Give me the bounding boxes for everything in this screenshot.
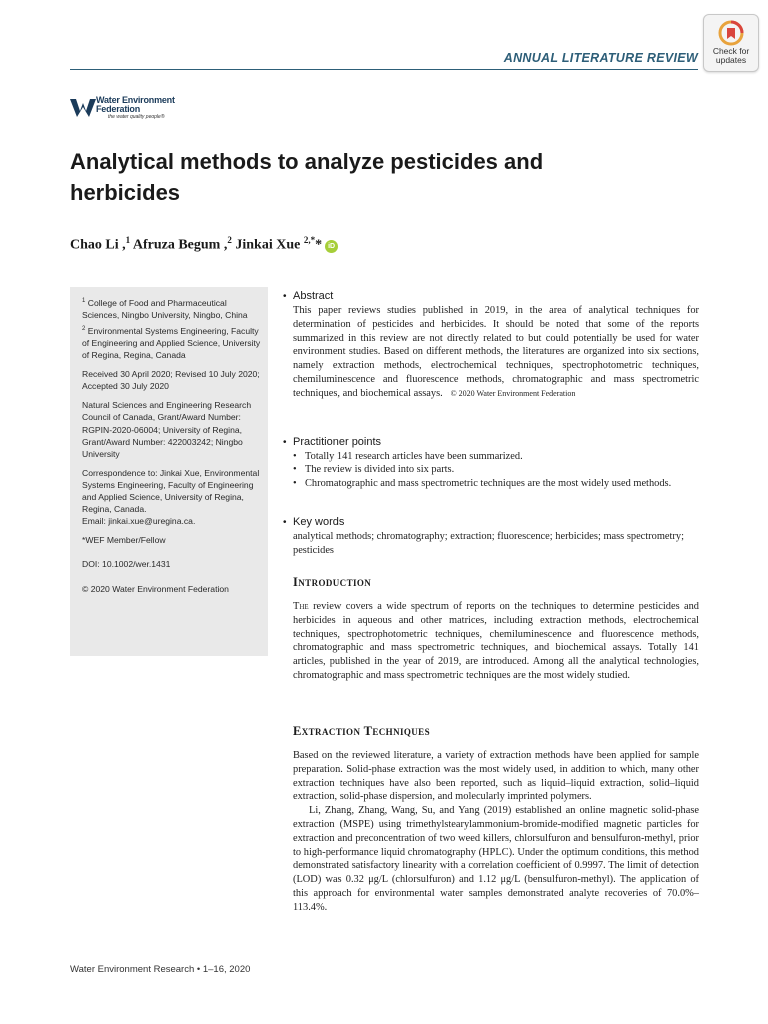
email[interactable]: Email: jinkai.xue@uregina.ca. <box>82 516 196 527</box>
abstract-text: This paper reviews studies published in 2019, in the area of analytical techniques for determination of pesticides and herbicides. It should be noted that some of the reports summarized in this review are not directly related to but could potentially be used for water environment studies. Based on different methods, the literatures are organized into six sections, namely extraction methods, electrochemical techniques, spectrophotometric techniques, chemiluminescence and fluorescence methods, chromatographic and mass spectrometric techniques, and biochemical assays. © 2020 Water Environment Federation <box>293 305 699 399</box>
section-label: ANNUAL LITERATURE REVIEW <box>503 51 698 65</box>
extraction-heading: Extraction Techniques <box>293 724 430 738</box>
member-note: *WEF Member/Fellow <box>82 535 166 546</box>
practitioner-list <box>293 450 699 490</box>
received-dates: Received 30 April 2020; Revised 10 July 2020; Accepted 30 July 2020 <box>82 369 260 392</box>
affiliation-text: College of Food and Pharmaceutical Sciences, Ningbo University, Ningbo, China <box>82 297 248 320</box>
affiliation-number: 2 <box>82 326 86 333</box>
keywords-text: analytical methods; chromatography; extraction; fluorescence; herbicides; mass spectrometry; pesticides <box>293 531 684 556</box>
introduction-text: The review covers a wide spectrum of reports on the techniques to determine pesticides and herbicides in aqueous and other matrices, including extraction methods, electrochemical techniques, spectrophotometric techniques, chemiluminescence and fluorescence methods, chromatographic and mass spectrometric techniques, and biochemical assays. Totally 141 articles, published in the year of 2019, are introduced. Among all the analytical technologies, chromatographic and mass spectrometric techniques are the most widely studied. <box>293 601 699 681</box>
affiliation-text: Environmental Systems Engineering, Faculty of Engineering and Applied Science, University of Regina, Regina, Canada <box>82 325 261 361</box>
author-affiliation: 1 <box>125 235 131 245</box>
keywords-section <box>283 515 699 558</box>
abstract-heading: • Abstract <box>283 290 334 302</box>
correspondence: Correspondence to: Jinkai Xue, Environmental Systems Engineering, Faculty of Engineering and Applied Science, University of Regina, Regina, Canada. <box>82 467 260 515</box>
extraction-section <box>293 724 699 915</box>
affiliation-number: 1 <box>82 298 86 304</box>
funding-info: Natural Sciences and Engineering Research Council of Canada, Grant/Award Number: RGPIN-2020-06004; University of Regina, Grant/Award Number: 422003242; Ningbo University <box>82 400 252 459</box>
list-item: • Chromatographic and mass spectrometric techniques are the most widely used methods. <box>305 477 699 490</box>
doi[interactable]: DOI: 10.1002/wer.1431 <box>82 559 171 570</box>
author-name[interactable]: Afruza Begum , <box>132 237 228 253</box>
article-info-sidebar <box>70 287 268 656</box>
practitioner-section <box>283 435 699 490</box>
crossmark-icon <box>718 20 744 46</box>
introduction-section <box>293 575 699 683</box>
author-affiliation: 2,* <box>303 235 316 245</box>
author-line <box>70 235 338 254</box>
author-affiliation: 2 <box>227 235 232 245</box>
author-marker: * <box>315 237 323 253</box>
logo-name: Water Environment Federation <box>96 95 175 114</box>
author-name[interactable]: Chao Li , <box>70 237 126 253</box>
wef-wave-icon <box>70 95 96 119</box>
extraction-paragraph-2: Li, Zhang, Zhang, Wang, Su, and Yang (2019) established an online magnetic solid-phase extraction (MSPE) using trimethylstearylammonium-bromide-modified magnetic particles for extraction and preconcentration of two weed killers, chlorsulfuron and bensulfuron-methyl, prior to high-performance liquid chromatography (HPLC). Under the optimum conditions, this method demonstrated satisfactory linearity with a correlation coefficient of 0.9997. The limit of detection (LOD) was 0.32 μg/L (chlorsulfuron) and 1.12 μg/L (bensulfuron-methyl). The application of this approach for environmental water samples demonstrated analyte recoveries of 70.0%–113.4%. <box>293 805 699 913</box>
keywords-heading: • Key words <box>283 516 345 528</box>
page-footer: Water Environment Research • 1–16, 2020 <box>70 964 251 975</box>
sidebar-copyright: © 2020 Water Environment Federation <box>82 583 229 594</box>
list-item: • Totally 141 research articles have been summarized. <box>305 450 699 463</box>
wef-logo <box>70 95 200 123</box>
article-title: Analytical methods to analyze pesticides and herbicides <box>70 149 544 205</box>
orcid-icon[interactable]: iD <box>325 240 338 253</box>
logo-tagline: the water quality people® <box>108 114 165 120</box>
introduction-lead: The <box>293 601 309 612</box>
extraction-paragraph-1: Based on the reviewed literature, a variety of extraction methods have been applied for sample preparation. Solid-phase extraction was the most widely used, in addition to which, many other extraction techniques have also been reported, such as liquid–liquid extraction, solid–liquid extraction, solid-phase dispersion, and molecularly imprinted polymers. <box>293 750 699 803</box>
header-rule <box>70 69 698 70</box>
abstract-copyright: © 2020 Water Environment Federation <box>450 388 576 398</box>
affiliation-2 <box>82 323 262 361</box>
badge-label: Check for updates <box>712 46 750 65</box>
list-item: • The review is divided into six parts. <box>305 463 699 476</box>
practitioner-heading: • Practitioner points <box>283 436 382 448</box>
author-name[interactable]: Jinkai Xue <box>235 237 301 253</box>
check-for-updates-badge[interactable] <box>703 14 759 72</box>
abstract-section <box>283 289 699 401</box>
introduction-heading: Introduction <box>293 575 372 589</box>
affiliation-1 <box>82 295 262 321</box>
